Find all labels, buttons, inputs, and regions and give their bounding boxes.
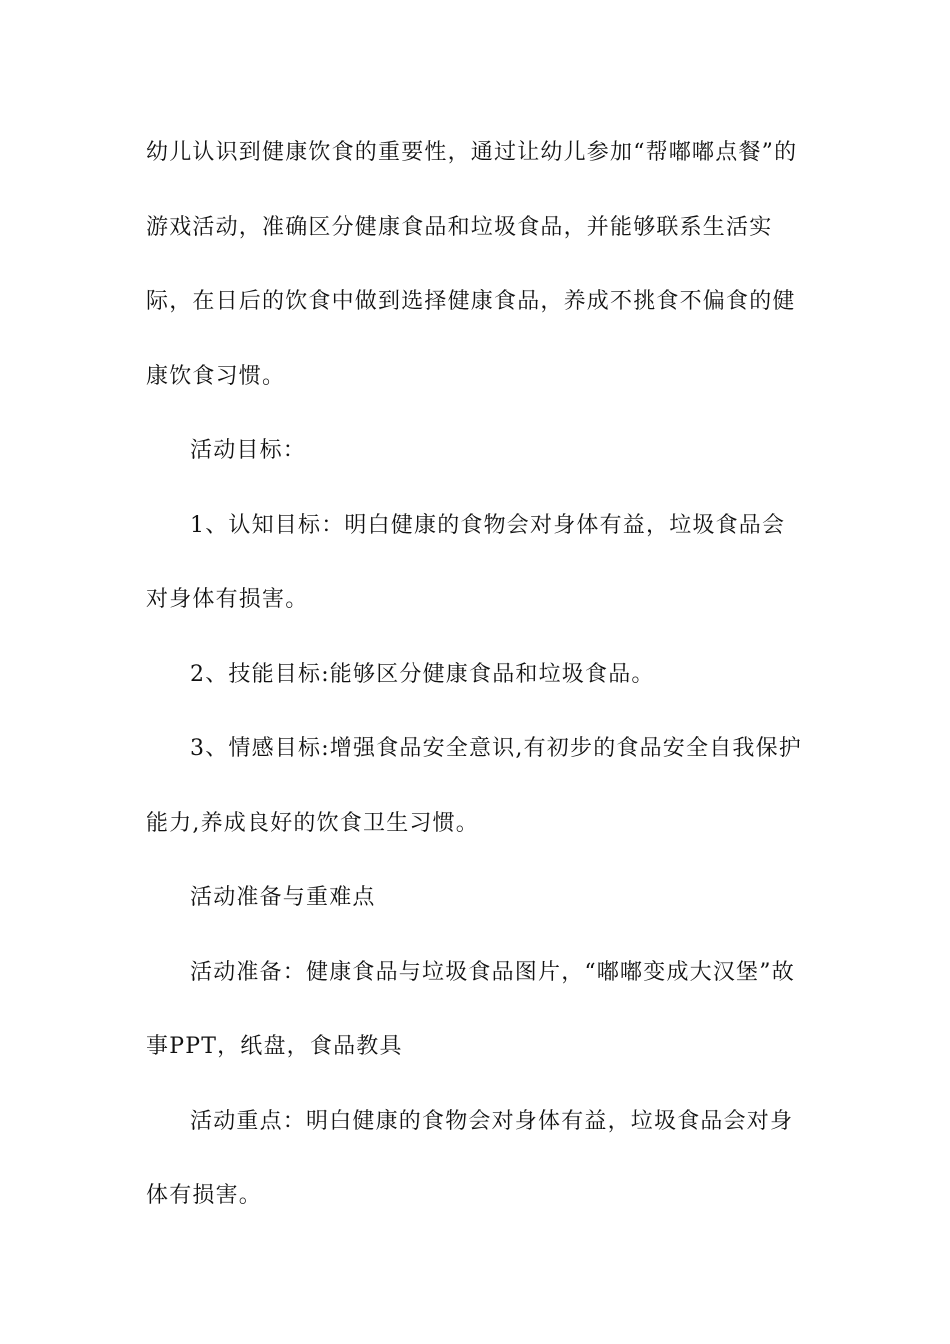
heading-activity-goals: 活动目标： bbox=[190, 438, 307, 463]
paragraph-activity-key-point: 活动重点：明白健康的食物会对身体有益，垃圾食品会对身体有损害。 bbox=[146, 1108, 794, 1208]
paragraph-activity-preparation: 活动准备：健康食品与垃圾食品图片，“嘟嘟变成大汉堡”故事PPT，纸盘，食品教具 bbox=[146, 959, 795, 1059]
goal-emotional: 3、情感目标:增强食品安全意识,有初步的食品安全自我保护能力,养成良好的饮食卫生习惯。 bbox=[146, 736, 803, 836]
goal-cognitive: 1、认知目标：明白健康的食物会对身体有益，垃圾食品会对身体有损害。 bbox=[146, 512, 786, 612]
document-body bbox=[146, 116, 806, 1234]
heading-preparation-key-points: 活动准备与重难点 bbox=[190, 885, 376, 910]
goal-skill: 2、技能目标:能够区分健康食品和垃圾食品。 bbox=[190, 661, 655, 687]
paragraph-intro-continued: 幼儿认识到健康饮食的重要性，通过让幼儿参加“帮嘟嘟点餐”的游戏活动，准确区分健康食品和垃圾食品，并能够联系生活实际，在日后的饮食中做到选择健康食品，养成不挑食不偏食的健康饮食习惯。 bbox=[146, 140, 798, 389]
